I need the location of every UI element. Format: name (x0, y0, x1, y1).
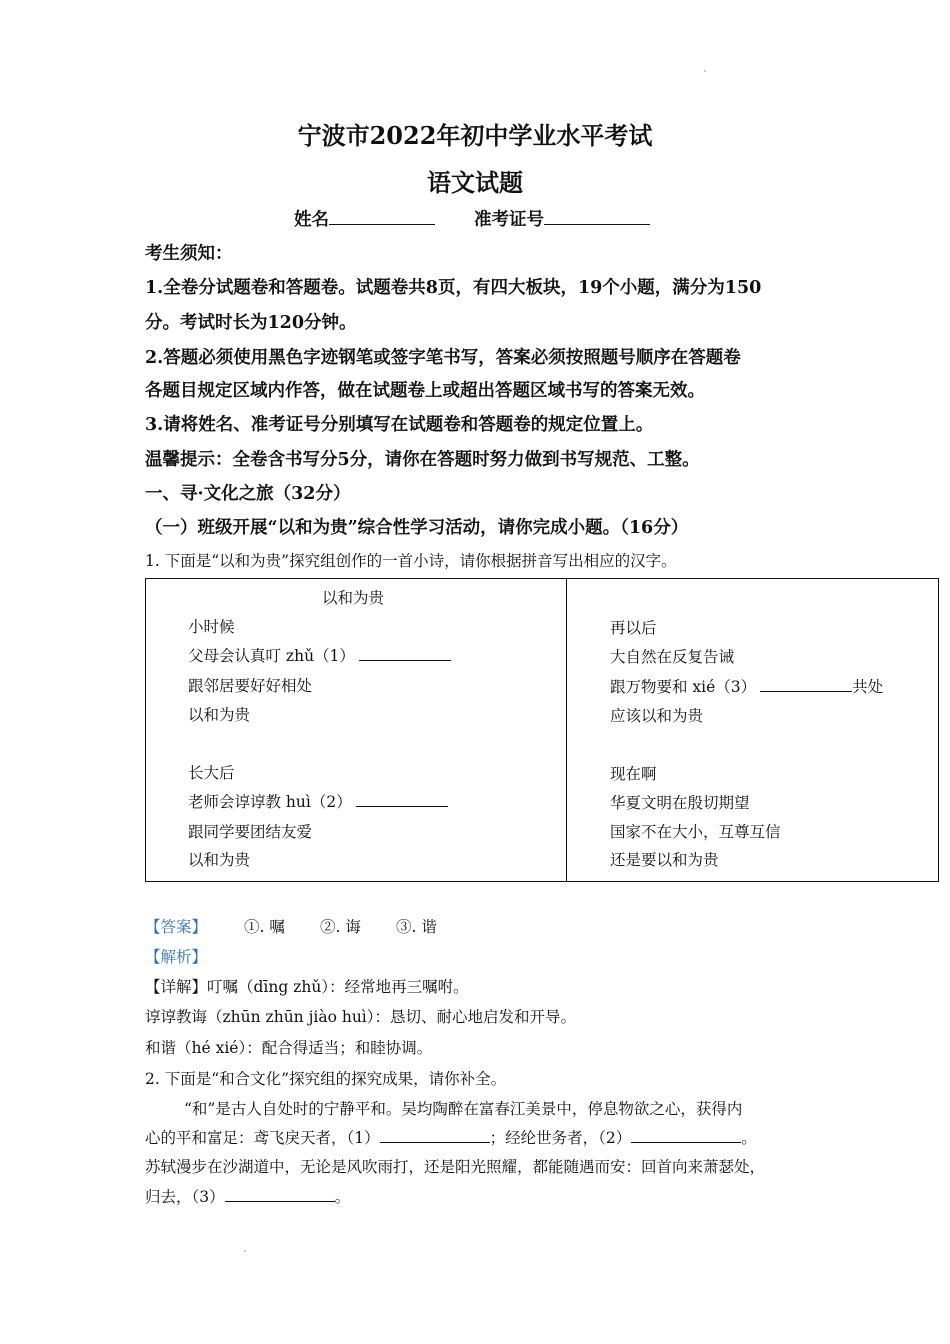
notice-tip: 温馨提示：全卷含书写分5分，请你在答题时努力做到书写规范、工整。 (145, 450, 700, 470)
poem-table-divider (566, 578, 567, 882)
poem-right-line: 再以后 (610, 619, 657, 637)
answer-blank-q2-3[interactable] (225, 1186, 335, 1202)
poem-left-line (188, 790, 448, 812)
name-label: 姓名 (294, 210, 329, 230)
id-blank (544, 209, 650, 225)
notice-heading: 考生须知： (145, 244, 233, 264)
exam-subtitle: 语文试题 (427, 168, 523, 197)
poem-left-line: 以和为贵 (188, 851, 251, 869)
q2-text: 。 (334, 1188, 351, 1206)
poem-left-line: 以和为贵 (188, 706, 251, 724)
poem-right-line (610, 675, 883, 697)
q2-text: 心的平和富足：鸢飞戾天者，（1） (145, 1129, 380, 1147)
poem-left-text: 老师会谆谆教 huì（2） (188, 793, 352, 811)
answer-3: ③. 谐 (396, 918, 437, 936)
analysis-label: 【解析】 (145, 948, 208, 966)
answer-2: ②. 诲 (320, 918, 361, 936)
q2-paragraph-line-2 (145, 1126, 757, 1148)
poem-right-line: 还是要以和为贵 (610, 851, 719, 869)
notice-line-3: 3.请将姓名、准考证号分别填写在试题卷和答题卷的规定位置上。 (145, 415, 654, 435)
q2-paragraph-line-3: 苏轼漫步在沙湖道中，无论是风吹雨打，还是阳光照耀，都能随遇而安：回首向来萧瑟处， (145, 1158, 766, 1176)
poem-right-text: 跟万物要和 xié（3） (610, 678, 757, 696)
poem-left-line: 跟同学要团结友爱 (188, 823, 313, 841)
detail-line-2: 谆谆教诲（zhūn zhūn jiào huì）：恳切、耐心地启发和开导。 (145, 1008, 577, 1026)
poem-right-text: 共处 (852, 678, 884, 696)
notice-line-2: 2.答题必须使用黑色字迹钢笔或签字笔书写，答案必须按照题号顺序在答题卷 (145, 348, 741, 368)
answer-1: ①. 嘱 (244, 918, 285, 936)
name-blank (329, 209, 435, 225)
q2-text: ；经纶世务者，（2） (489, 1129, 632, 1147)
answer-blank-1[interactable] (359, 645, 451, 661)
q2-text: 归去，（3） (145, 1188, 225, 1206)
poem-left-line: 跟邻居要好好相处 (188, 677, 313, 695)
answer-blank-q2-1[interactable] (380, 1127, 490, 1143)
poem-right-line: 大自然在反复告诫 (610, 648, 735, 666)
poem-left-text: 父母会认真叮 zhǔ（1） (188, 647, 355, 665)
question-2-prompt: 2. 下面是“和合文化”探究组的探究成果，请你补全。 (145, 1070, 507, 1088)
scan-speck (244, 1250, 246, 1252)
name-field (294, 206, 435, 231)
subsection-heading: （一）班级开展“以和为贵”综合性学习活动，请你完成小题。（16分） (145, 518, 689, 538)
id-field (474, 206, 650, 231)
question-1-prompt: 1. 下面是“以和为贵”探究组创作的一首小诗，请你根据拼音写出相应的汉字。 (145, 552, 677, 570)
poem-right-line: 华夏文明在殷切期望 (610, 794, 750, 812)
section-heading: 一、寻·文化之旅（32分） (145, 484, 351, 504)
notice-line-1: 1.全卷分试题卷和答题卷。试题卷共8页，有四大板块，19个小题，满分为150 (145, 278, 762, 298)
answer-blank-3[interactable] (760, 676, 852, 692)
notice-line-2b: 各题目规定区域内作答，做在试题卷上或超出答题区域书写的答案无效。 (145, 381, 705, 401)
q2-text: 。 (741, 1129, 757, 1147)
answer-label: 【答案】 (145, 918, 208, 936)
poem-left-line (188, 644, 451, 666)
poem-left-line: 长大后 (188, 764, 235, 782)
id-label: 准考证号 (474, 210, 544, 230)
notice-line-1b: 分。考试时长为120分钟。 (145, 313, 357, 333)
poem-right-line: 应该以和为贵 (610, 707, 704, 725)
scan-speck (704, 70, 706, 72)
q2-paragraph-line-1: “和”是古人自处时的宁静平和。吴均陶醉在富春江美景中，停息物欲之心，获得内 (184, 1100, 743, 1118)
detail-line-3: 和谐（hé xié）：配合得适当；和睦协调。 (145, 1039, 433, 1057)
q2-paragraph-line-4 (145, 1185, 350, 1207)
poem-right-line: 现在啊 (610, 765, 657, 783)
answer-blank-q2-2[interactable] (631, 1127, 741, 1143)
poem-left-line: 小时候 (188, 618, 235, 636)
answer-blank-2[interactable] (356, 791, 448, 807)
detail-line-1: 【详解】叮嘱（dīng zhǔ）：经常地再三嘱咐。 (145, 978, 469, 996)
poem-title: 以和为贵 (322, 589, 385, 607)
poem-right-line: 国家不在大小，互尊互信 (610, 823, 781, 841)
exam-title: 宁波市2022年初中学业水平考试 (297, 121, 653, 150)
